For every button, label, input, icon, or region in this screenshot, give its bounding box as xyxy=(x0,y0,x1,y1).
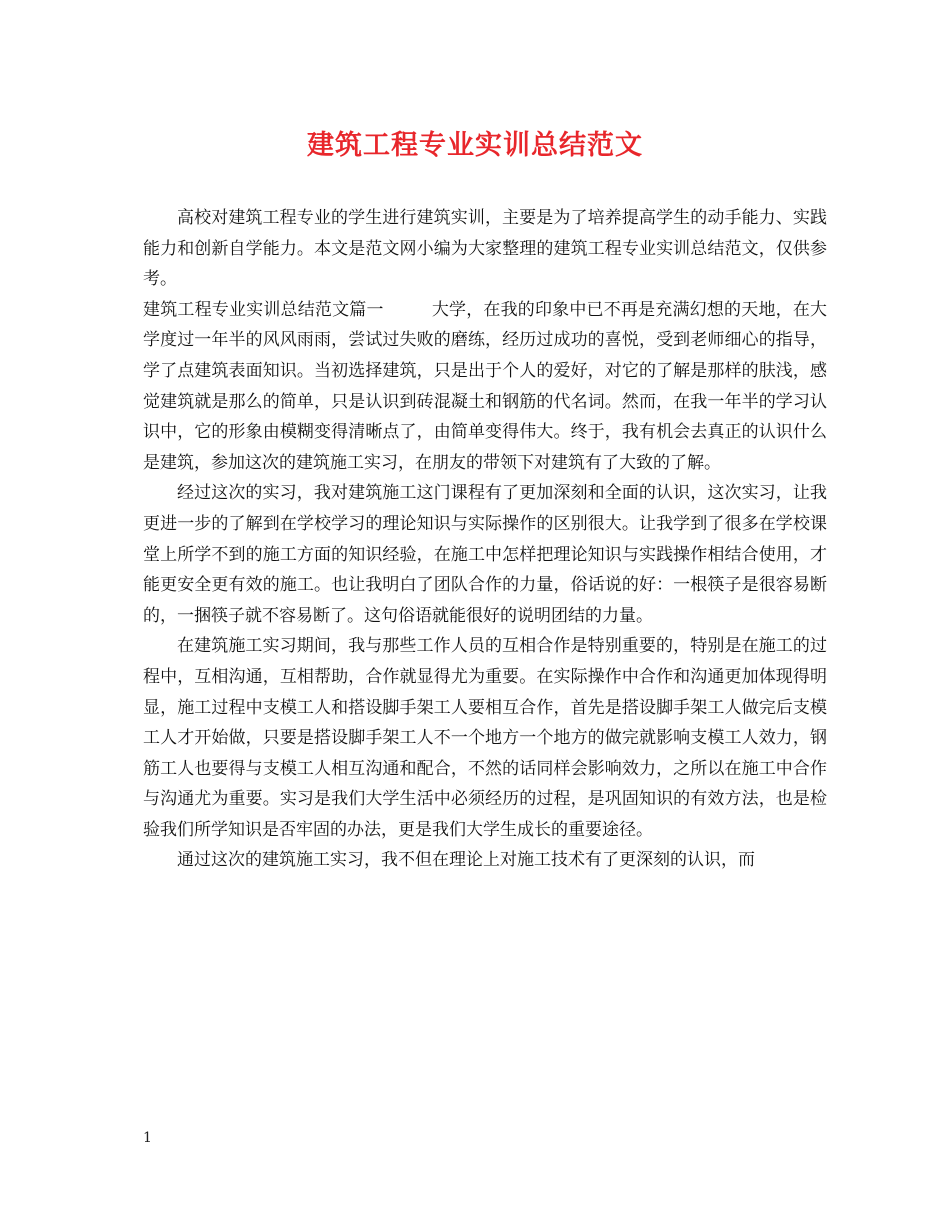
body-paragraph: 通过这次的建筑施工实习，我不但在理论上对施工技术有了更深刻的认识，而 xyxy=(177,850,755,871)
body-paragraph: 在建筑施工实习期间，我与那些工作人员的互相合作是特别重要的，特别是在施工的过程中，互相沟通，互相帮助，合作就显得尤为重要。在实际操作中合作和沟通更加体现得明显，施工过程中支模工人和搭设脚手架工人要相互合作，首先是搭设脚手架工人做完后支模工人才开始做，只要是搭设脚手架工人不一个地方一个地方的做完就影响支模工人效力，钢筋工人也要得与支模工人相互沟通和配合，不然的话同样会影响效力，之所以在施工中合作与沟通尤为重要。实习是我们大学生活中必须经历的过程，是巩固知识的有效方法，也是检验我们所学知识是否牢固的办法，更是我们大学生成长的重要途径。 xyxy=(143,636,827,840)
intro-paragraph: 高校对建筑工程专业的学生进行建筑实训，主要是为了培养提高学生的动手能力、实践能力和创新自学能力。本文是范文网小编为大家整理的建筑工程专业实训总结范文，仅供参考。 xyxy=(143,208,827,290)
section-paragraph xyxy=(143,295,827,479)
document-body xyxy=(143,203,827,876)
section-heading: 建筑工程专业实训总结范文篇一 xyxy=(143,299,384,320)
section-first-paragraph: 大学，在我的印象中已不再是充满幻想的天地，在大学度过一年半的风风雨雨，尝试过失败的磨练，经历过成功的喜悦，受到老师细心的指导，学了点建筑表面知识。当初选择建筑，只是出于个人的爱好，对它的了解是那样的肤浅，感觉建筑就是那么的简单，只是认识到砖混凝土和钢筋的代名词。然而，在我一年半的学习认识中，它的形象由模糊变得清晰点了，由简单变得伟大。终于，我有机会去真正的认识什么是建筑，参加这次的建筑施工实习，在朋友的带领下对建筑有了大致的了解。 xyxy=(143,299,828,473)
page-number: 1 xyxy=(143,1130,152,1146)
body-paragraph: 经过这次的实习，我对建筑施工这门课程有了更加深刻和全面的认识，这次实习，让我更进一步的了解到在学校学习的理论知识与实际操作的区别很大。让我学到了很多在学校课堂上所学不到的施工方面的知识经验，在施工中怎样把理论知识与实践操作相结合使用，才能更安全更有效的施工。也让我明白了团队合作的力量，俗话说的好：一根筷子是很容易断的，一捆筷子就不容易断了。这句俗语就能很好的说明团结的力量。 xyxy=(143,483,827,626)
document-title: 建筑工程专业实训总结范文 xyxy=(307,130,643,161)
